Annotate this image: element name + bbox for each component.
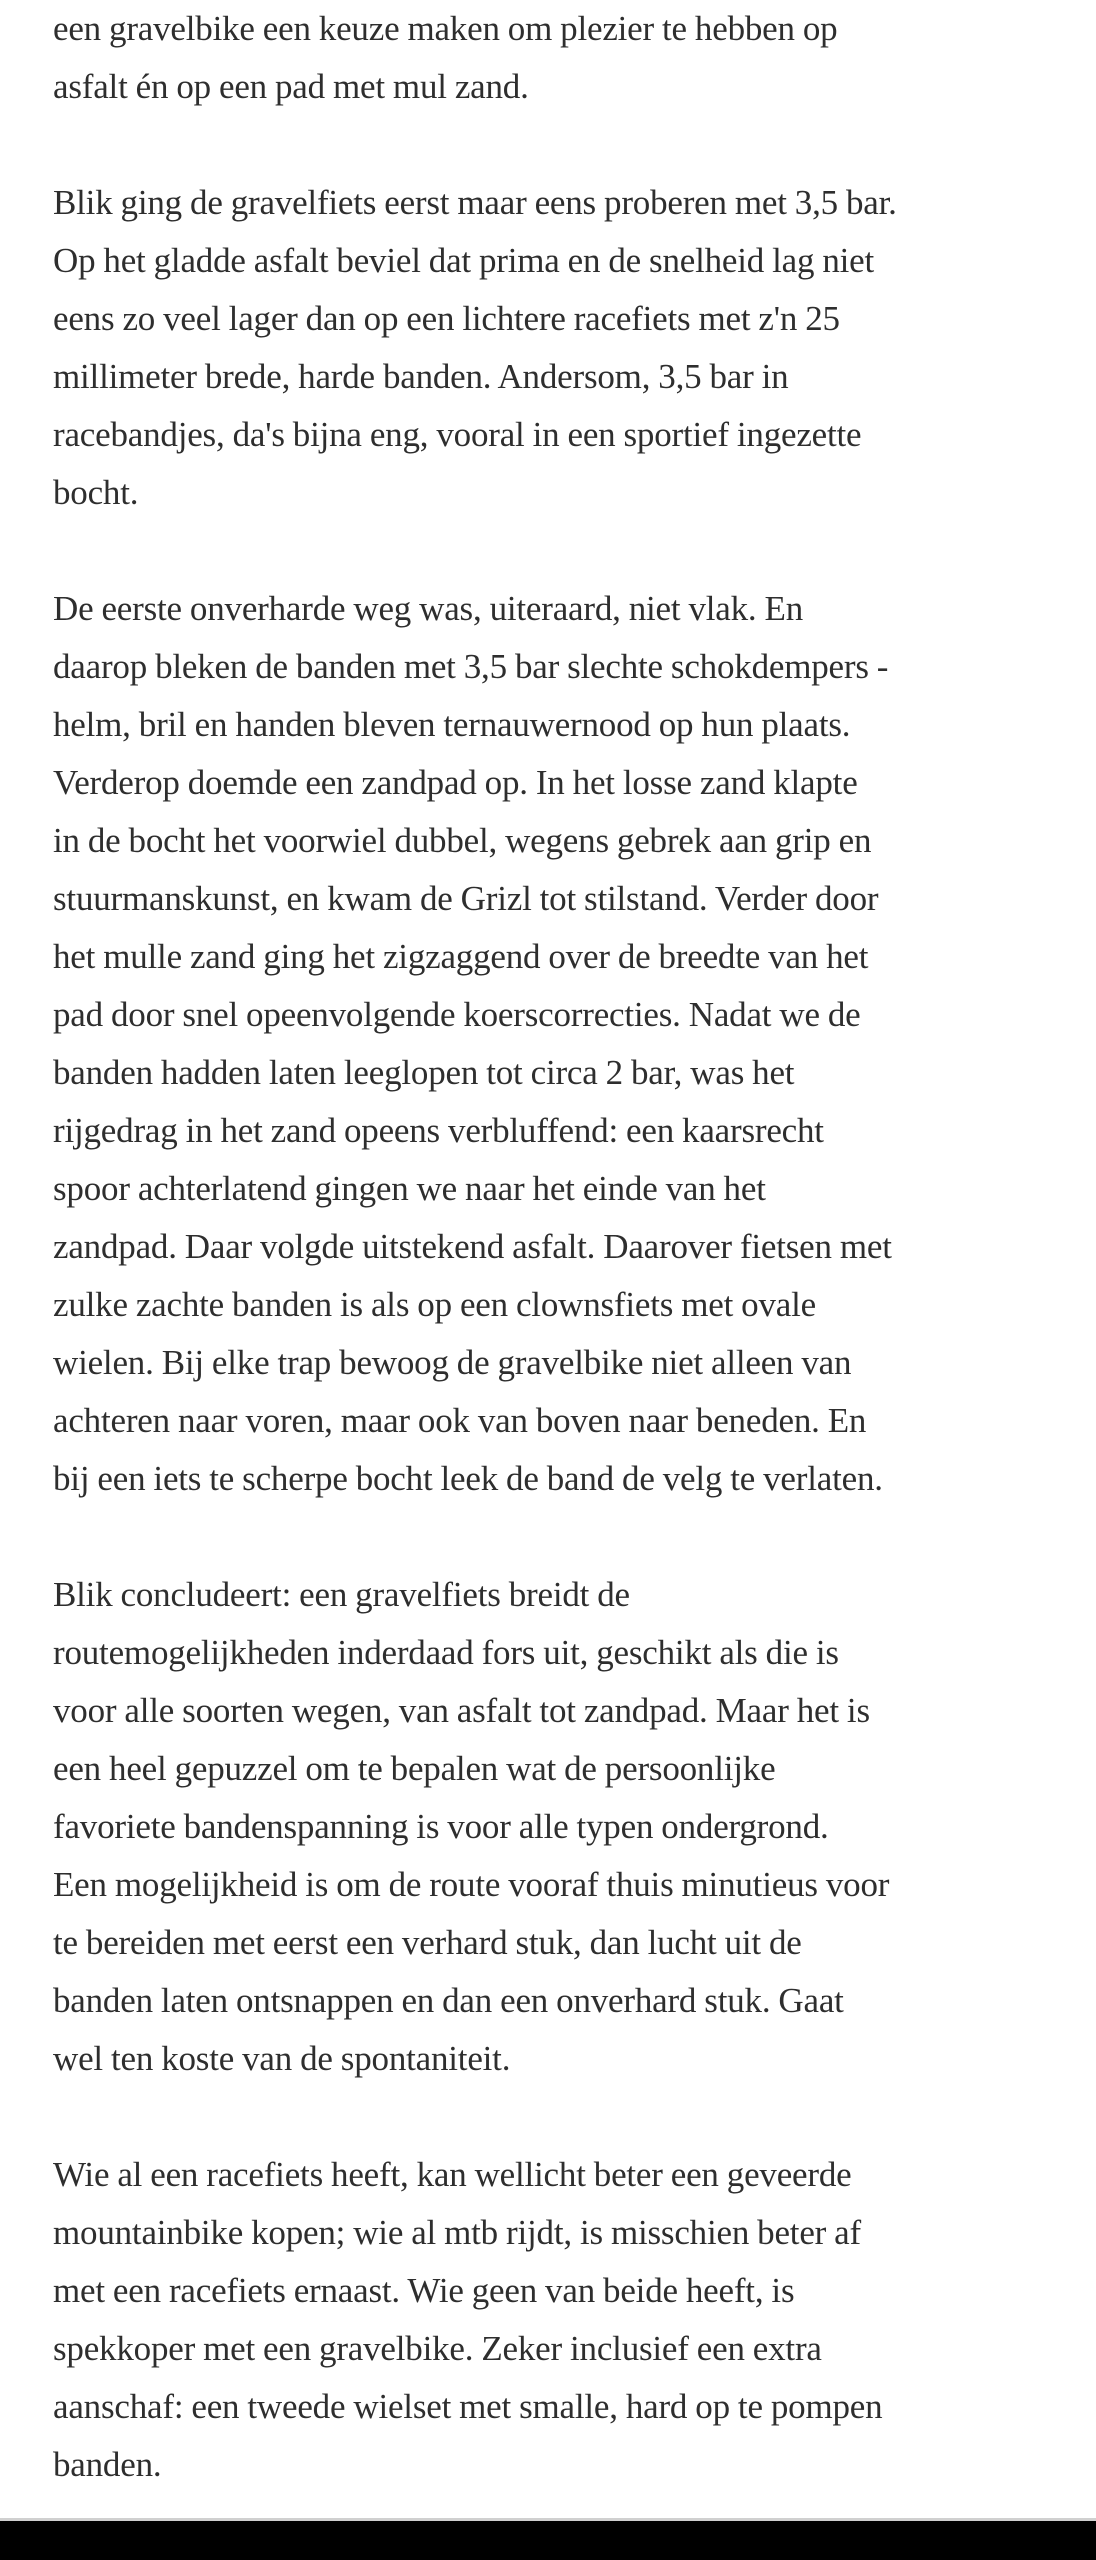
text-line: voor alle soorten wegen, van asfalt tot zandpad. Maar het is	[53, 1691, 870, 1730]
text-line: Op het gladde asfalt beviel dat prima en de snelheid lag niet	[53, 241, 875, 280]
text-line: daarop bleken de banden met 3,5 bar slechte schokdempers -	[53, 647, 889, 686]
text-line: racebandjes, da's bijna eng, vooral in een sportief ingezette	[53, 415, 862, 454]
text-line: aanschaf: een tweede wielset met smalle, hard op te pompen	[53, 2387, 883, 2426]
text-line: De eerste onverharde weg was, uiteraard, niet vlak. En	[53, 589, 804, 628]
text-line: wielen. Bij elke trap bewoog de gravelbike niet alleen van	[53, 1343, 852, 1382]
text-line: rijgedrag in het zand opeens verbluffend: een kaarsrecht	[53, 1111, 824, 1150]
text-line: Blik ging de gravelfiets eerst maar eens proberen met 3,5 bar.	[53, 183, 897, 222]
article-body	[53, 0, 1083, 2552]
text-line: mountainbike kopen; wie al mtb rijdt, is misschien beter af	[53, 2213, 861, 2252]
text-line: Een mogelijkheid is om de route vooraf thuis minutieus voor	[53, 1865, 890, 1904]
text-line: routemogelijkheden inderdaad fors uit, geschikt als die is	[53, 1633, 839, 1672]
text-line: eens zo veel lager dan op een lichtere racefiets met z'n 25	[53, 299, 840, 338]
text-line: te bereiden met eerst een verhard stuk, dan lucht uit de	[53, 1923, 802, 1962]
text-line: zandpad. Daar volgde uitstekend asfalt. Daarover fietsen met	[53, 1227, 892, 1266]
text-line: bij een iets te scherpe bocht leek de band de velg te verlaten.	[53, 1459, 883, 1498]
paragraph-3	[53, 580, 1083, 1508]
text-line: het mulle zand ging het zigzaggend over de breedte van het	[53, 937, 869, 976]
text-line: achteren naar voren, maar ook van boven naar beneden. En	[53, 1401, 867, 1440]
text-line: millimeter brede, harde banden. Andersom, 3,5 bar in	[53, 357, 789, 396]
text-line: bocht.	[53, 473, 139, 512]
text-line: asfalt én op een pad met mul zand.	[53, 67, 529, 106]
text-line: banden laten ontsnappen en dan een onverhard stuk. Gaat	[53, 1981, 844, 2020]
text-line: spoor achterlatend gingen we naar het einde van het	[53, 1169, 766, 1208]
text-line: wel ten koste van de spontaniteit.	[53, 2039, 511, 2078]
text-line: favoriete bandenspanning is voor alle typen ondergrond.	[53, 1807, 829, 1846]
text-line: helm, bril en handen bleven ternauwernood op hun plaats.	[53, 705, 851, 744]
text-line: zulke zachte banden is als op een clownsfiets met ovale	[53, 1285, 816, 1324]
paragraph-5	[53, 2146, 1083, 2494]
text-line: een heel gepuzzel om te bepalen wat de persoonlijke	[53, 1749, 776, 1788]
text-line: Blik concludeert: een gravelfiets breidt de	[53, 1575, 630, 1614]
text-line: in de bocht het voorwiel dubbel, wegens gebrek aan grip en	[53, 821, 872, 860]
paragraph-4	[53, 1566, 1083, 2088]
bottom-navigation-bar	[0, 2521, 1096, 2560]
text-line: Verderop doemde een zandpad op. In het losse zand klapte	[53, 763, 858, 802]
paragraph-1	[53, 0, 1083, 116]
text-line: banden.	[53, 2445, 162, 2484]
text-line: Wie al een racefiets heeft, kan wellicht beter een geveerde	[53, 2155, 852, 2194]
text-line: een gravelbike een keuze maken om plezier te hebben op	[53, 9, 838, 48]
text-line: stuurmanskunst, en kwam de Grizl tot stilstand. Verder door	[53, 879, 879, 918]
text-line: met een racefiets ernaast. Wie geen van beide heeft, is	[53, 2271, 795, 2310]
text-line: pad door snel opeenvolgende koerscorrecties. Nadat we de	[53, 995, 861, 1034]
text-line: spekkoper met een gravelbike. Zeker inclusief een extra	[53, 2329, 822, 2368]
paragraph-2	[53, 174, 1083, 522]
text-line: banden hadden laten leeglopen tot circa 2 bar, was het	[53, 1053, 795, 1092]
